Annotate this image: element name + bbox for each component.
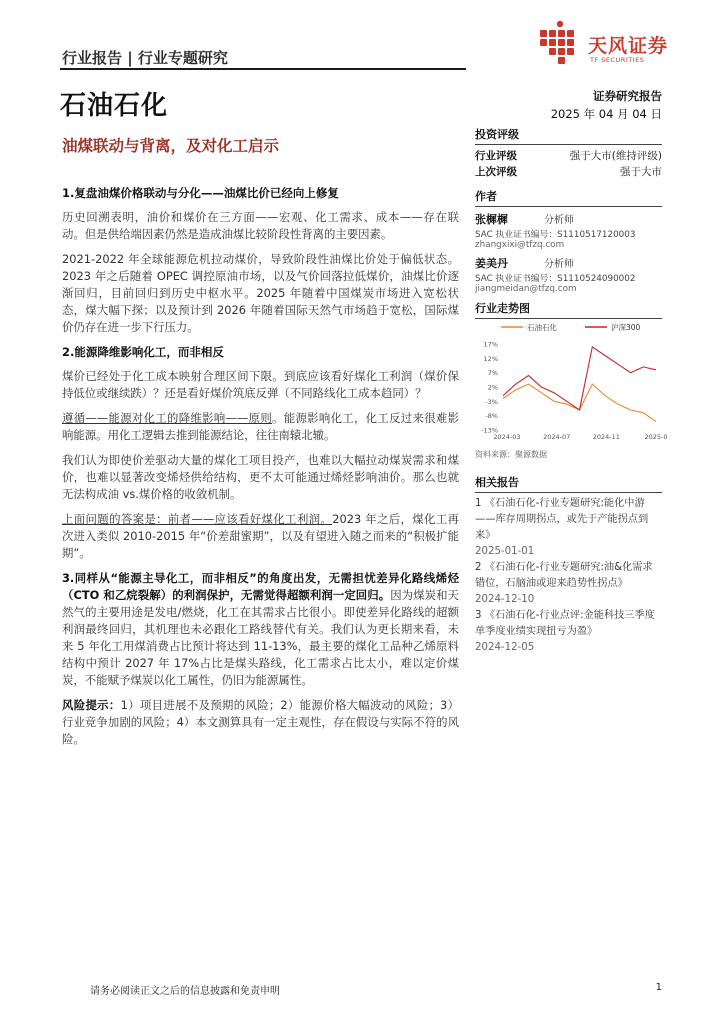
sector-name: 石油石化 [60, 91, 169, 121]
principle-underlined: 遵循——能源对化工的降维影响——原则 [62, 411, 273, 425]
rating-value: 强于大市(维持评级) [569, 150, 662, 162]
y-tick-label: 17% [483, 340, 498, 349]
report-body [62, 185, 459, 748]
author-card [475, 211, 662, 250]
y-tick-label: 2% [487, 383, 498, 392]
y-tick-label: 7% [487, 369, 498, 378]
rating-section [475, 126, 662, 180]
related-report[interactable] [475, 560, 662, 608]
related-report-title[interactable]: 1 《石油石化-行业专题研究:能化中游——库存周期拐点，或先于产能拐点到来》 [475, 498, 649, 541]
report-type: 行业报告 | 行业专题研究 [62, 49, 228, 67]
answer-rest: 2023 年之后，煤化工再次进入类似 2010-2015 年“价差甜蜜期”，以及有望进入随之而来的“积极扩能期”。 [62, 512, 459, 560]
related-heading: 相关报告 [475, 476, 519, 489]
legend-label: 沪深300 [611, 323, 641, 332]
trend-heading: 行业走势图 [475, 302, 530, 315]
tf-logo-icon [534, 16, 590, 72]
rating-value: 强于大市 [620, 166, 662, 178]
related-report-title[interactable]: 2 《石油石化-行业专题研究:油&化需求错位，石脑油或迎来趋势性拐点》 [475, 562, 653, 589]
footer-disclaimer: 请务必阅读正文之后的信息披露和免责申明 [90, 986, 280, 997]
author-card [475, 255, 662, 294]
brand-name: 天风证券 [588, 35, 669, 57]
author-sac: SAC 执业证书编号：S1110517120003 [475, 230, 636, 240]
author-name: 张樨樨 [475, 213, 508, 226]
trend-source: 资料来源：聚源数据 [475, 450, 547, 459]
author-email[interactable]: jiangmeidan@tfzq.com [475, 284, 577, 294]
x-tick-label: 2025-0 [644, 433, 668, 441]
series-line-2 [503, 347, 656, 410]
industry-trend-chart [475, 318, 668, 441]
risk-text: 1）项目进展不及预期的风险；2）能源价格大幅波动的风险；3）行业竞争加剧的风险；4）本文测算具有一定主观性，存在假设与实际不符的风险。 [62, 698, 459, 746]
series-line-1 [503, 384, 656, 421]
authors-section [475, 188, 662, 294]
section-3-text: 因为煤炭和天然气的主要用途是发电/燃烧，化工在其需求占比很小。即使差异化路线的超额利润最终回归，其机理也未必跟化工路线替代有关。我们认为更长期来看，未来 5 年化工用煤消费占比预计将达到 11-13%，最主要的煤化工品种乙烯原料结构中预计 2027 年 17%占比是煤头路线，化工需求占比太小，难以定价煤炭，不能赋予煤炭以化工属性，仍旧为能源属性。 [62, 588, 459, 687]
authors-divider [475, 206, 662, 207]
section-3-paragraph [62, 570, 459, 689]
section-2-heading: 2.能源降维影响化工，而非相反 [62, 345, 224, 359]
author-email[interactable]: zhangxixi@tfzq.com [475, 240, 565, 250]
section-2-paragraph-3: 我们认为即使价差驱动大量的煤化工项目投产，也难以大幅拉动煤炭需求和煤价，也难以显著改变烯烃供给结构，更不太可能通过烯烃影响油价。那么也就无法构成油 vs.煤价格的收敛机制。 [62, 453, 459, 501]
brand-logo [534, 16, 674, 72]
section-3-heading: 3.同样从“能源主导化工，而非相反”的角度出发，无需担忧差异化路线烯烃（CTO 和乙烷裂解）的利润保护，无需觉得超额利润一定回归。 [62, 571, 459, 602]
x-tick-label: 2024-11 [592, 433, 620, 441]
section-2-paragraph-1: 煤价已经处于化工成本映射合理区间下限。到底应该看好煤化工利润（煤价保持低位或继续跌）？还是看好煤价筑底反弹（不同路线化工成本趋同）？ [62, 369, 459, 400]
y-tick-label: 12% [483, 354, 498, 363]
y-tick-label: -8% [485, 412, 498, 421]
related-report-date: 2024-12-05 [475, 642, 535, 653]
report-date: 2025 年 04 月 04 日 [550, 107, 662, 121]
page-number: 1 [655, 982, 662, 993]
section-1-paragraph-1: 历史回溯表明，油价和煤价在三方面——宏观、化工需求、成本——存在联动。但是供给端因素仍然是造成油煤比较阶段性背离的主要因素。 [62, 210, 459, 241]
related-divider [475, 492, 662, 493]
authors-heading: 作者 [475, 190, 497, 203]
related-report-date: 2025-01-01 [475, 546, 535, 557]
report-title: 油煤联动与背离，及对化工启示 [62, 137, 280, 155]
y-tick-label: -13% [481, 426, 498, 435]
related-report[interactable] [475, 608, 662, 656]
section-2-paragraph-4 [62, 511, 459, 562]
trend-section [475, 300, 662, 319]
rating-label: 行业评级 [475, 150, 517, 162]
section-1-heading: 1.复盘油煤价格联动与分化——油煤比价已经向上修复 [62, 186, 339, 200]
rating-label: 上次评级 [475, 166, 517, 178]
x-tick-label: 2024-07 [543, 433, 571, 441]
section-1-paragraph-2: 2021-2022 年全球能源危机拉动煤价，导致阶段性油煤比价处于偏低状态。2023 年之后随着 OPEC 调控原油市场，以及气价回落拉低煤价，油煤比价逐渐回归，目前回归到历史中枢水平。2025 年随着中国煤炭市场进入宽松状态，煤大幅下探；以及预计到 2026 年随着国际天然气市场趋于宽松，国际煤价仍存在进一步下行压力。 [62, 252, 459, 334]
report-kind: 证券研究报告 [593, 89, 662, 103]
author-role: 分析师 [544, 259, 574, 270]
related-section [475, 474, 662, 656]
risk-label: 风险提示： [62, 698, 121, 712]
author-role: 分析师 [544, 215, 574, 226]
x-tick-label: 2024-03 [493, 433, 521, 441]
author-sac: SAC 执业证书编号：S1110524090002 [475, 274, 636, 284]
related-report-title[interactable]: 3 《石油石化-行业点评:金能科技三季度单季度业绩实现扭亏为盈》 [475, 610, 655, 637]
author-name: 姜美丹 [475, 257, 508, 270]
rating-divider [475, 144, 662, 145]
industry-rating-row [475, 148, 662, 164]
risk-warning [62, 697, 459, 748]
principle-rest: 。能源影响化工，化工反过来很难影响能源。用化工逻辑去推到能源结论，往往南辕北辙。 [62, 411, 459, 442]
related-report[interactable] [475, 496, 662, 560]
y-tick-label: -3% [485, 397, 498, 406]
legend-label: 石油石化 [527, 323, 557, 332]
section-2-paragraph-2 [62, 410, 459, 444]
related-report-date: 2024-12-10 [475, 594, 535, 605]
brand-subtitle: TF SECURITIES [590, 56, 645, 64]
answer-underlined: 上面问题的答案是：前者——应该看好煤化工利润。 [62, 512, 333, 526]
rating-heading: 投资评级 [475, 128, 519, 141]
header-divider [60, 68, 466, 70]
previous-rating-row [475, 164, 662, 180]
